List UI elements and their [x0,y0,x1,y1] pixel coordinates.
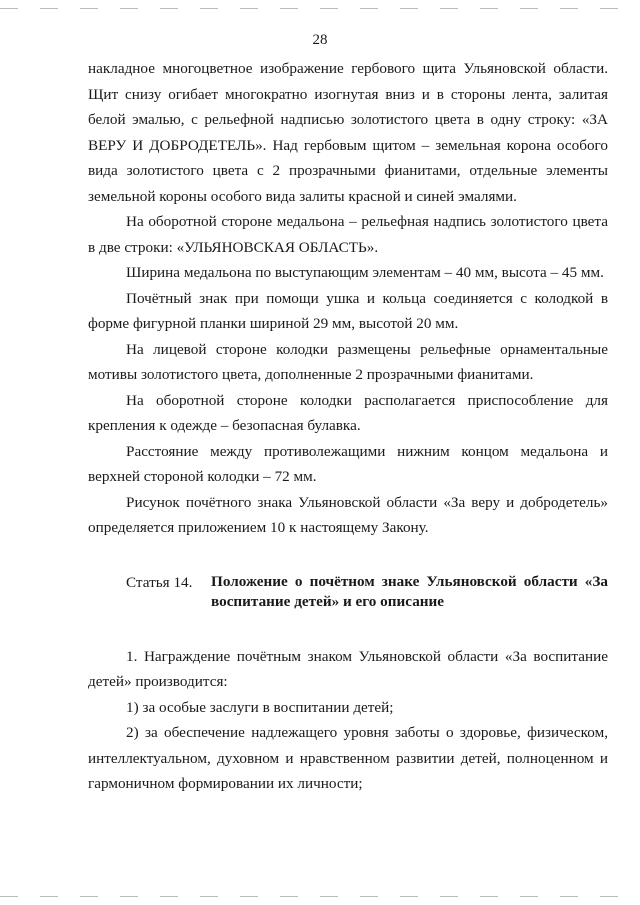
article-label: Статья 14. [126,573,193,591]
article-title: Положение о почётном знаке Ульяновской области «За воспитание детей» и его описание [211,572,608,610]
paragraph: На оборотной стороне колодки располагается приспособление для крепления к одежде – безопасная булавка. [88,391,608,434]
paragraph: накладное многоцветное изображение гербового щита Ульяновской области. Щит снизу огибает многократно изогнутая вниз и в стороны лента, залитая белой эмалью, с рельефной надписью золотистого цвета в одну строку: «ЗА ВЕРУ И ДОБРОДЕТЕЛЬ». Над гербовым щитом – земельная корона особого вида золотистого цвета с 2 прозрачными фианитами, отдельные элементы земельной короны особого вида залиты красной и синей эмалями. [88,60,608,205]
paragraph: Рисунок почётного знака Ульяновской области «За веру и добродетель» определяется приложением 10 к настоящему Закону. [88,493,608,536]
document-body [88,56,608,797]
article-heading [88,570,608,612]
scan-edge-bottom [0,896,640,897]
page-number: 28 [312,32,328,48]
paragraph: Почётный знак при помощи ушка и кольца соединяется с колодкой в форме фигурной планки шириной 29 мм, высотой 20 мм. [88,289,608,332]
paragraph: 1. Награждение почётным знаком Ульяновской области «За воспитание детей» производится: [88,647,608,690]
paragraph: Ширина медальона по выступающим элементам – 40 мм, высота – 45 мм. [126,264,604,281]
paragraph: На лицевой стороне колодки размещены рельефные орнаментальные мотивы золотистого цвета, дополненные 2 прозрачными фианитами. [88,340,608,383]
paragraph: На оборотной стороне медальона – рельефная надпись золотистого цвета в две строки: «УЛЬЯНОВСКАЯ ОБЛАСТЬ». [88,213,608,256]
paragraph: Расстояние между противолежащими нижним концом медальона и верхней стороной колодки – 72 мм. [88,442,608,485]
paragraph: 2) за обеспечение надлежащего уровня заботы о здоровье, физическом, интеллектуальном, духовном и нравственном развитии детей, полноценном и гармоничном формировании их личности; [88,724,608,792]
scan-edge-top [0,8,640,9]
paragraph: 1) за особые заслуги в воспитании детей; [126,698,394,716]
